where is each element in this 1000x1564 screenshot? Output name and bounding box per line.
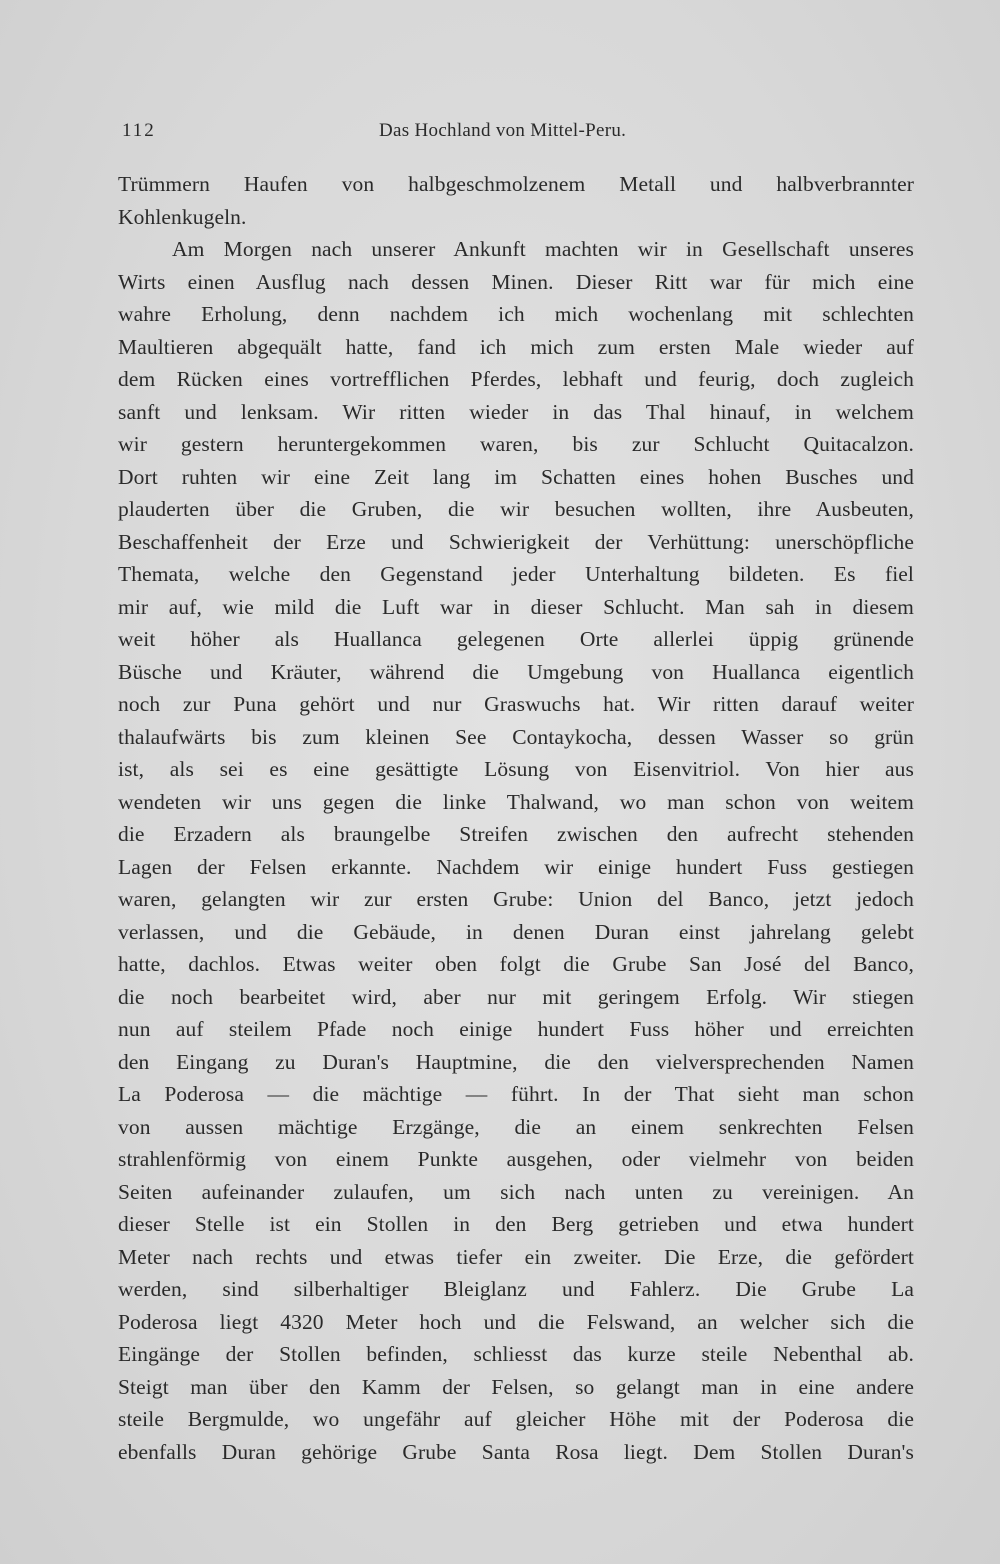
text-line: noch zur Puna gehört und nur Graswuchs hat. Wir ritten darauf weiter	[118, 692, 914, 716]
text-line: dieser Stelle ist ein Stollen in den Berg getrieben und etwa hundert	[118, 1212, 914, 1236]
text-line: Dort ruhten wir eine Zeit lang im Schatten eines hohen Busches und	[118, 464, 914, 489]
text-line: Seiten aufeinander zulaufen, um sich nach unten zu vereinigen. An	[118, 1179, 914, 1204]
text-line: ebenfalls Duran gehörige Grube Santa Rosa liegt. Dem Stollen Duran's	[118, 1439, 914, 1464]
text-line: ist, als sei es eine gesättigte Lösung von Eisenvitriol. Von hier aus	[118, 757, 914, 781]
text-line: Steigt man über den Kamm der Felsen, so gelangt man in eine andere	[118, 1374, 914, 1399]
text-line: Kohlenkugeln.	[118, 204, 247, 229]
text-line: plauderten über die Gruben, die wir besuchen wollten, ihre Ausbeuten,	[118, 497, 914, 521]
running-title: Das Hochland von Mittel-Peru.	[379, 120, 627, 141]
text-line: die noch bearbeitet wird, aber nur mit geringem Erfolg. Wir stiegen	[118, 984, 914, 1009]
text-line: verlassen, und die Gebäude, in denen Duran einst jahrelang gelebt	[118, 919, 914, 944]
text-line: werden, sind silberhaltiger Bleiglanz und Fahlerz. Die Grube La	[118, 1277, 914, 1301]
text-line: dem Rücken eines vortrefflichen Pferdes, lebhaft und feurig, doch zugleich	[118, 367, 914, 391]
text-line: Lagen der Felsen erkannte. Nachdem wir einige hundert Fuss gestiegen	[118, 854, 914, 879]
text-line: thalaufwärts bis zum kleinen See Contaykocha, dessen Wasser so grün	[118, 724, 914, 749]
text-line: von aussen mächtige Erzgänge, die an einem senkrechten Felsen	[118, 1114, 914, 1139]
text-line: sanft und lenksam. Wir ritten wieder in das Thal hinauf, in welchem	[118, 399, 914, 424]
body-text	[118, 168, 914, 1468]
text-line: Themata, welche den Gegenstand jeder Unterhaltung bildeten. Es fiel	[118, 562, 914, 586]
text-line: Eingänge der Stollen befinden, schliesst das kurze steile Nebenthal ab.	[118, 1342, 914, 1366]
text-line: Meter nach rechts und etwas tiefer ein zweiter. Die Erze, die gefördert	[118, 1244, 914, 1269]
text-line: wahre Erholung, denn nachdem ich mich wochenlang mit schlechten	[118, 302, 914, 326]
text-line: Maultieren abgequält hatte, fand ich mich zum ersten Male wieder auf	[118, 334, 914, 359]
text-line: waren, gelangten wir zur ersten Grube: Union del Banco, jetzt jedoch	[118, 887, 914, 911]
text-line: hatte, dachlos. Etwas weiter oben folgt die Grube San José del Banco,	[118, 952, 914, 976]
text-line: Beschaffenheit der Erze und Schwierigkeit der Verhüttung: unerschöpfliche	[118, 529, 914, 554]
text-line: den Eingang zu Duran's Hauptmine, die den vielversprechenden Namen	[118, 1049, 914, 1074]
text-line: Büsche und Kräuter, während die Umgebung von Huallanca eigentlich	[118, 659, 914, 684]
text-line: mir auf, wie mild die Luft war in dieser Schlucht. Man sah in diesem	[118, 594, 914, 619]
text-line: steile Bergmulde, wo ungefähr auf gleicher Höhe mit der Poderosa die	[118, 1407, 914, 1431]
text-line: Am Morgen nach unserer Ankunft machten wir in Gesellschaft unseres	[172, 237, 914, 261]
text-line: wir gestern heruntergekommen waren, bis zur Schlucht Quitacalzon.	[118, 432, 914, 456]
text-line: weit höher als Huallanca gelegenen Orte allerlei üppig grünende	[118, 627, 914, 651]
text-line: Trümmern Haufen von halbgeschmolzenem Metall und halbverbrannter	[118, 172, 914, 196]
text-line: strahlenförmig von einem Punkte ausgehen, oder vielmehr von beiden	[118, 1147, 914, 1171]
text-line: die Erzadern als braungelbe Streifen zwischen den aufrecht stehenden	[118, 822, 914, 846]
text-line: Wirts einen Ausflug nach dessen Minen. Dieser Ritt war für mich eine	[118, 269, 914, 294]
text-line: wendeten wir uns gegen die linke Thalwand, wo man schon von weitem	[118, 789, 914, 814]
text-line: nun auf steilem Pfade noch einige hundert Fuss höher und erreichten	[118, 1017, 914, 1041]
text-line: La Poderosa — die mächtige — führt. In der That sieht man schon	[118, 1082, 914, 1106]
page-number: 112	[122, 120, 156, 141]
text-line: Poderosa liegt 4320 Meter hoch und die Felswand, an welcher sich die	[118, 1309, 914, 1334]
running-head	[122, 120, 682, 150]
